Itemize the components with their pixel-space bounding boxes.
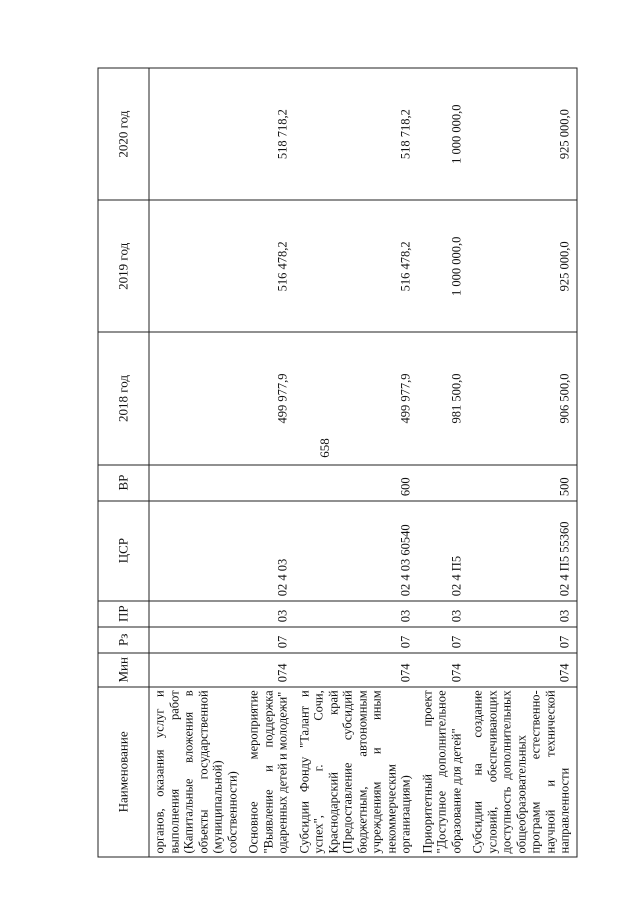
budget-table (98, 67, 578, 857)
row-min (149, 652, 244, 686)
header-2019: 2019 год (98, 200, 149, 332)
page-number: 658 (317, 438, 332, 458)
row-pr (149, 600, 244, 626)
header-vr: ВР (98, 464, 149, 500)
row-2019: 1 000 000,0 (417, 200, 468, 332)
row-2018: 499 977,9 (244, 332, 295, 464)
row-pr: 03 (468, 600, 577, 626)
row-rz: 07 (417, 626, 468, 652)
row-vr (244, 464, 295, 500)
row-name: Субсидии на создание условий, обеспечивающих доступность дополнительных общеобразовательных программ естественно-научной и технической направленности (468, 686, 577, 856)
row-min: 074 (468, 652, 577, 686)
row-2020: 518 718,2 (244, 68, 295, 200)
row-2020 (149, 68, 244, 200)
row-2019: 516 478,2 (294, 200, 417, 332)
row-vr: 600 (294, 464, 417, 500)
row-pr: 03 (417, 600, 468, 626)
row-name: Субсидии Фонду "Талант и успех", г. Сочи, Краснодарский край (Предоставление субсидий бюджетным, автономным учреждениям и иным некоммерческим организациям) (294, 686, 417, 856)
budget-table-rotated (98, 67, 613, 857)
row-csr (149, 500, 244, 600)
row-csr: 02 4 03 (244, 500, 295, 600)
table-row (468, 68, 577, 857)
table-row (417, 68, 468, 857)
row-name: Основное мероприятие "Выявление и поддержка одаренных детей и молодежи" (244, 686, 295, 856)
row-rz: 07 (244, 626, 295, 652)
header-2018: 2018 год (98, 332, 149, 464)
header-csr: ЦСР (98, 500, 149, 600)
row-csr: 02 4 03 60540 (294, 500, 417, 600)
header-2020: 2020 год (98, 68, 149, 200)
table-row (294, 68, 417, 857)
row-2018: 981 500,0 (417, 332, 468, 464)
row-2020: 925 000,0 (468, 68, 577, 200)
header-rz: Рз (98, 626, 149, 652)
row-min: 074 (244, 652, 295, 686)
row-2018: 499 977,9 (294, 332, 417, 464)
row-2019 (149, 200, 244, 332)
header-row (98, 68, 149, 857)
row-rz: 07 (468, 626, 577, 652)
header-name: Наименование (98, 686, 149, 856)
row-min: 074 (417, 652, 468, 686)
row-csr: 02 4 П5 55360 (468, 500, 577, 600)
header-min: Мин (98, 652, 149, 686)
row-pr: 03 (294, 600, 417, 626)
row-name: органов, оказания услуг и выполнения работ (Капитальные вложения в объекты государственной (муниципальной) собственности) (149, 686, 244, 856)
row-name: Приоритетный проект "Доступное дополнительное образование для детей" (417, 686, 468, 856)
row-2018 (149, 332, 244, 464)
row-min: 074 (294, 652, 417, 686)
row-vr (149, 464, 244, 500)
row-2019: 925 000,0 (468, 200, 577, 332)
row-rz: 07 (294, 626, 417, 652)
row-2020: 518 718,2 (294, 68, 417, 200)
row-pr: 03 (244, 600, 295, 626)
row-rz (149, 626, 244, 652)
table-row (244, 68, 295, 857)
header-pr: ПР (98, 600, 149, 626)
row-2019: 516 478,2 (244, 200, 295, 332)
row-vr (417, 464, 468, 500)
row-2018: 906 500,0 (468, 332, 577, 464)
row-csr: 02 4 П5 (417, 500, 468, 600)
table-row (149, 68, 244, 857)
row-vr: 500 (468, 464, 577, 500)
row-2020: 1 000 000,0 (417, 68, 468, 200)
